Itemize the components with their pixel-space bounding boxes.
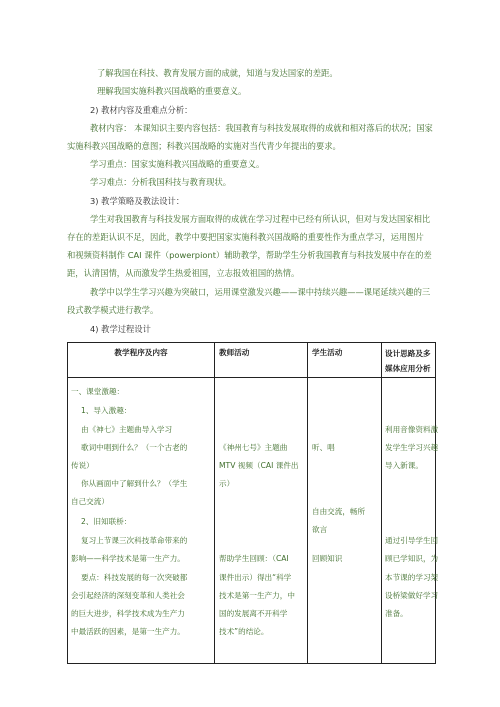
procedure-line: 会引起经济的深刻变革和人类社会 [71, 591, 185, 600]
student-line: 回顾知识 [312, 554, 343, 563]
paragraph-method-1: 教学中以学生学习兴趣为突破口，运用课堂激发兴趣——课中持续兴趣——课尾延续兴趣的三 [90, 287, 431, 297]
student-line: 自由交流，畅所 [312, 507, 366, 516]
header-design-text: 设计思路及多媒体应用分析 [385, 349, 431, 373]
cell-teacher [215, 378, 308, 664]
teacher-line: 帮助学生回顾：（CAI [219, 554, 289, 563]
student-line: 欲言 [312, 525, 328, 534]
cell-student [308, 378, 382, 664]
cell-design [382, 378, 439, 664]
paragraph-strategy-4: 距，认清国情，从而激发学生热爱祖国，立志报效祖国的热情。 [67, 268, 300, 278]
header-design [382, 343, 436, 378]
teacher-line: 示） [219, 479, 235, 488]
table-header-row [68, 343, 436, 378]
paragraph-method-2: 段式教学模式进行教学。 [67, 305, 159, 315]
procedure-line: 的巨大进步，科学技术成为生产力 [71, 609, 185, 618]
lesson-plan-table [67, 342, 439, 664]
procedure-line: 复习上节课三次科技革命带来的 [81, 536, 188, 545]
header-student: 学生活动 [308, 343, 382, 378]
teacher-line: 课件出示）得出“科学 [219, 573, 292, 582]
paragraph-strategy-2: 存在的差距认识不足，因此，教学中要把国家实施科教兴国战略的重要性作为重点学习，运用图片 [67, 232, 424, 242]
heading-content-analysis: 2) 教材内容及重难点分析： [90, 105, 193, 115]
paragraph-strategy-1: 学生对我国教育与科技发展方面取得的成就在学习过程中已经有所认识，但对与发达国家相比 [90, 214, 431, 224]
design-line: 利用音像资料激 [385, 425, 439, 434]
design-line: 通过引导学生回 [385, 536, 439, 545]
teacher-line: 国的发展离不开科学 [219, 609, 288, 618]
design-line: 导入新课。 [385, 461, 423, 470]
procedure-line: 传说） [71, 461, 94, 470]
design-line: 顾已学知识，为 [385, 554, 439, 563]
heading-process: 4) 教学过程设计 [90, 324, 151, 334]
procedure-line: 你从画面中了解到什么？（学生 [81, 479, 188, 488]
paragraph-goal-2: 理解我国实施科教兴国战略的重要意义。 [97, 86, 247, 96]
procedure-line: 由《神七》主题曲导入学习 [81, 425, 173, 434]
table-row [68, 378, 436, 664]
design-line: 发学生学习兴趣 [385, 443, 439, 452]
teacher-line: MTV 视频（CAI 课件出 [219, 461, 299, 470]
paragraph-strategy-3: 和视频资料制作 CAI 课件（powerpiont）辅助教学，帮助学生分析我国教育与科技发展中存在的差 [67, 250, 432, 260]
procedure-line: 要点：科技发展的每一次突破都 [81, 573, 188, 582]
heading-strategy: 3) 教学策略及教法设计： [90, 196, 185, 206]
cell-procedure [68, 378, 215, 664]
paragraph-key-point: 学习重点：国家实施科教兴国战略的重要意义。 [90, 159, 265, 169]
design-line: 设桥梁做好学习 [385, 591, 439, 600]
procedure-line: 中最活跃的因素，是第一生产力。 [71, 627, 185, 636]
procedure-line: 歌词中唱到什么？（一个古老的 [81, 443, 188, 452]
procedure-line: 自己交流） [71, 497, 109, 506]
header-procedure: 教学程序及内容 [68, 343, 215, 378]
paragraph-content-1: 教材内容： 本课知识主要内容包括：我国教育与科技发展取得的成就和相对落后的状况；国家 [90, 123, 433, 133]
paragraph-content-2: 实施科教兴国战略的意图；科教兴国战略的实施对当代青少年提出的要求。 [67, 141, 341, 151]
header-teacher: 教师活动 [215, 343, 308, 378]
paragraph-difficulty: 学习难点：分析我国科技与教育现状。 [90, 177, 232, 187]
paragraph-goal-1: 了解我国在科技、教育发展方面的成就，知道与发达国家的差距。 [97, 68, 338, 78]
design-line: 本节课的学习架 [385, 573, 439, 582]
procedure-line: 1、导入激趣： [81, 406, 132, 415]
procedure-line: 一、课堂激趣： [71, 387, 125, 396]
procedure-line: 影响——科学技术是第一生产力。 [71, 554, 185, 563]
teacher-line: 技术”的结论。 [219, 627, 269, 636]
student-line: 听、唱 [312, 443, 335, 452]
procedure-line: 2、旧知联桥： [81, 517, 132, 526]
teacher-line: 技术是第一生产力，中 [219, 591, 295, 600]
design-line: 准备。 [385, 609, 408, 618]
teacher-line: 《神州七号》主题曲 [219, 443, 288, 452]
